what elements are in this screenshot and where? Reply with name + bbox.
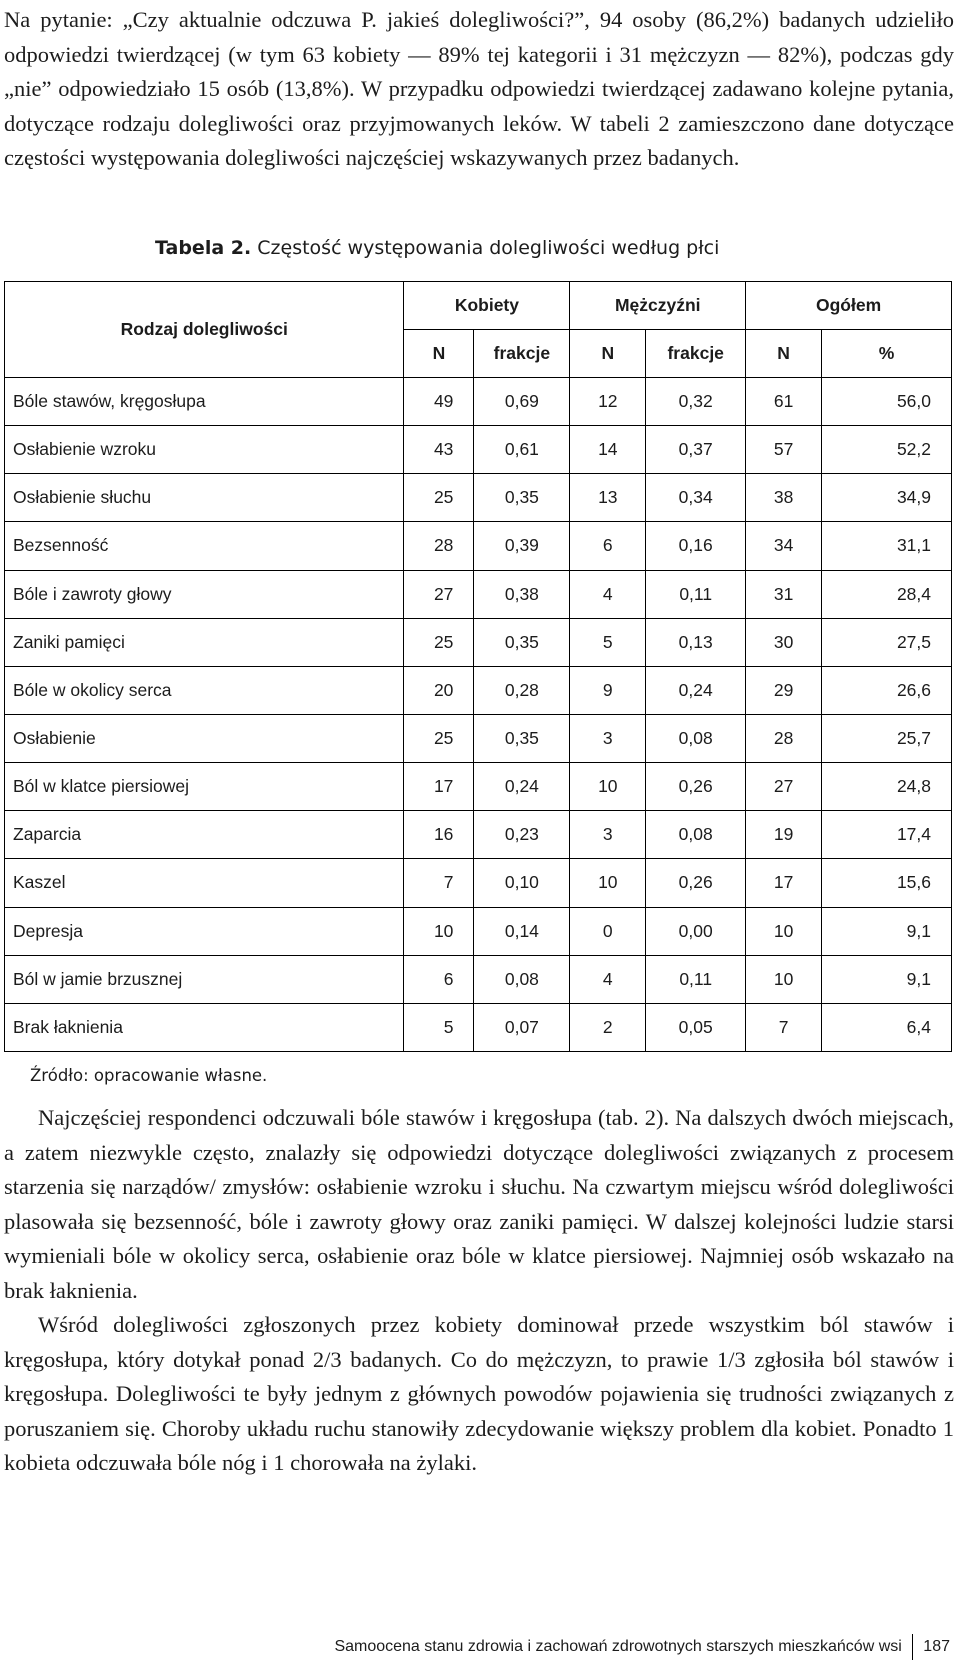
subheader-cell: N	[404, 330, 474, 378]
table-row	[5, 378, 952, 426]
subheader-cell: %	[822, 330, 952, 378]
table-cell: 52,2	[822, 426, 952, 474]
table-row	[5, 522, 952, 570]
table-cell: 0,35	[474, 618, 570, 666]
table-cell: 31,1	[822, 522, 952, 570]
table-cell: 28	[746, 714, 822, 762]
table-cell: 19	[746, 811, 822, 859]
running-title: Samoocena stanu zdrowia i zachowań zdrowotnych starszych mieszkańców wsi	[334, 1638, 902, 1655]
table-cell: 26,6	[822, 666, 952, 714]
table-cell: 0,05	[646, 1003, 746, 1051]
table-cell: 31	[746, 570, 822, 618]
table-source: Źródło: opracowanie własne.	[30, 1066, 268, 1085]
table-cell: 0,39	[474, 522, 570, 570]
table-caption-label: Tabela 2.	[155, 237, 252, 259]
table-cell: 43	[404, 426, 474, 474]
table-cell: 49	[404, 378, 474, 426]
table-row	[5, 474, 952, 522]
table-row	[5, 426, 952, 474]
complaint-name-cell: Bóle w okolicy serca	[5, 666, 404, 714]
table-cell: 16	[404, 811, 474, 859]
table-body	[5, 378, 952, 1052]
table-cell: 24,8	[822, 763, 952, 811]
table-cell: 27	[404, 570, 474, 618]
table-cell: 0,69	[474, 378, 570, 426]
table-cell: 0,16	[646, 522, 746, 570]
table-row	[5, 714, 952, 762]
table-cell: 0,32	[646, 378, 746, 426]
table-cell: 25	[404, 618, 474, 666]
table-cell: 0,26	[646, 763, 746, 811]
complaint-name-cell: Bóle i zawroty głowy	[5, 570, 404, 618]
table-cell: 0,13	[646, 618, 746, 666]
table-cell: 0,07	[474, 1003, 570, 1051]
table-cell: 20	[404, 666, 474, 714]
table-cell: 0,00	[646, 907, 746, 955]
table-cell: 0,24	[474, 763, 570, 811]
table-cell: 4	[570, 955, 646, 1003]
complaint-name-cell: Osłabienie słuchu	[5, 474, 404, 522]
page-number: 187	[923, 1638, 950, 1655]
table-cell: 0,61	[474, 426, 570, 474]
complaint-name-cell: Zaniki pamięci	[5, 618, 404, 666]
table-header-row-groups	[5, 282, 952, 330]
table-cell: 5	[570, 618, 646, 666]
table-cell: 6	[404, 955, 474, 1003]
complaint-name-cell: Ból w jamie brzusznej	[5, 955, 404, 1003]
table-row	[5, 618, 952, 666]
table-cell: 17	[404, 763, 474, 811]
table-cell: 14	[570, 426, 646, 474]
complaint-name-cell: Kaszel	[5, 859, 404, 907]
table-row	[5, 811, 952, 859]
subheader-cell: frakcje	[646, 330, 746, 378]
table-cell: 0,14	[474, 907, 570, 955]
table-cell: 9	[570, 666, 646, 714]
table-cell: 25	[404, 714, 474, 762]
table-cell: 0,34	[646, 474, 746, 522]
table-cell: 28,4	[822, 570, 952, 618]
table-cell: 0,10	[474, 859, 570, 907]
table-row	[5, 666, 952, 714]
table-cell: 34	[746, 522, 822, 570]
table-row	[5, 1003, 952, 1051]
table-cell: 0,35	[474, 474, 570, 522]
page-footer	[334, 1634, 950, 1660]
table-cell: 56,0	[822, 378, 952, 426]
table-cell: 25,7	[822, 714, 952, 762]
complaint-name-cell: Ból w klatce piersiowej	[5, 763, 404, 811]
table-cell: 0,28	[474, 666, 570, 714]
table-cell: 38	[746, 474, 822, 522]
table-cell: 6,4	[822, 1003, 952, 1051]
table-cell: 0,26	[646, 859, 746, 907]
complaint-name-cell: Osłabienie	[5, 714, 404, 762]
table-cell: 57	[746, 426, 822, 474]
table-cell: 0,24	[646, 666, 746, 714]
table-cell: 0,11	[646, 570, 746, 618]
table-cell: 0,08	[646, 811, 746, 859]
table-cell: 4	[570, 570, 646, 618]
table-cell: 7	[746, 1003, 822, 1051]
complaint-name-cell: Bezsenność	[5, 522, 404, 570]
header-complaint-type: Rodzaj dolegliwości	[5, 282, 404, 378]
table-cell: 15,6	[822, 859, 952, 907]
table-cell: 29	[746, 666, 822, 714]
footer-separator	[912, 1634, 914, 1660]
paragraph-3: Wśród dolegliwości zgłoszonych przez kobiety dominował przede wszystkim ból stawów i kręgosłupa, który dotykał ponad 2/3 badanych. Co do mężczyzn, to prawie 1/3 zgłosiła ból stawów i kręgosłupa. Dolegliwości te były jednym z głównych powodów pojawienia się trudności związanych z poruszaniem się. Choroby układu ruchu stanowiły zdecydowanie większy problem dla kobiet. Ponadto 1 kobieta odczuwała bóle nóg i 1 chorowała na żylaki.	[4, 1312, 954, 1475]
complaint-name-cell: Zaparcia	[5, 811, 404, 859]
table-cell: 10	[570, 859, 646, 907]
subheader-cell: N	[746, 330, 822, 378]
table-cell: 0,08	[474, 955, 570, 1003]
table-row	[5, 763, 952, 811]
table-cell: 12	[570, 378, 646, 426]
table-cell: 0,11	[646, 955, 746, 1003]
header-group-men: Mężczyźni	[570, 282, 746, 330]
table-cell: 17	[746, 859, 822, 907]
table-row	[5, 859, 952, 907]
table-row	[5, 907, 952, 955]
header-group-women: Kobiety	[404, 282, 570, 330]
table-cell: 6	[570, 522, 646, 570]
complaint-name-cell: Osłabienie wzroku	[5, 426, 404, 474]
header-group-total: Ogółem	[746, 282, 952, 330]
table-cell: 0	[570, 907, 646, 955]
table-cell: 9,1	[822, 907, 952, 955]
table-cell: 0,38	[474, 570, 570, 618]
table-cell: 34,9	[822, 474, 952, 522]
table-cell: 30	[746, 618, 822, 666]
table-cell: 61	[746, 378, 822, 426]
paragraph-2: Najczęściej respondenci odczuwali bóle stawów i kręgosłupa (tab. 2). Na dalszych dwóch miejscach, a zatem niezwykle często, znalazły się odpowiedzi dotyczące dolegliwości związanych z procesem starzenia się narządów/ zmysłów: osłabienie wzroku i słuchu. Na czwartym miejscu wśród dolegliwości plasowała się bezsenność, bóle i zawroty głowy oraz zaniki pamięci. W dalszej kolejności ludzie starsi wymieniali bóle w okolicy serca, osłabienie oraz bóle w klatce piersiowej. Najmniej osób wskazało na brak łaknienia.	[4, 1105, 954, 1303]
table-cell: 10	[570, 763, 646, 811]
subheader-cell: N	[570, 330, 646, 378]
complaint-name-cell: Brak łaknienia	[5, 1003, 404, 1051]
table-cell: 0,23	[474, 811, 570, 859]
table-cell: 27,5	[822, 618, 952, 666]
table-cell: 7	[404, 859, 474, 907]
table-cell: 3	[570, 714, 646, 762]
table-cell: 10	[746, 955, 822, 1003]
table-cell: 0,08	[646, 714, 746, 762]
table-row	[5, 570, 952, 618]
table-cell: 10	[404, 907, 474, 955]
table-cell: 13	[570, 474, 646, 522]
table-cell: 10	[746, 907, 822, 955]
table-cell: 2	[570, 1003, 646, 1051]
table-row	[5, 955, 952, 1003]
table-cell: 28	[404, 522, 474, 570]
intro-paragraph: Na pytanie: „Czy aktualnie odczuwa P. jakieś dolegliwości?”, 94 osoby (86,2%) badanych udzieliło odpowiedzi twierdzącej (w tym 63 kobiety — 89% tej kategorii i 31 mężczyzn — 82%), podczas gdy „nie” odpowiedziało 15 osób (13,8%). W przypadku odpowiedzi twierdzącej zadawano kolejne pytania, dotyczące rodzaju dolegliwości oraz przyjmowanych leków. W tabeli 2 zamieszczono dane dotyczące częstości występowania dolegliwości najczęściej wskazywanych przez badanych.	[4, 7, 954, 170]
table-cell: 9,1	[822, 955, 952, 1003]
table-cell: 25	[404, 474, 474, 522]
table-caption	[155, 234, 719, 262]
table-cell: 5	[404, 1003, 474, 1051]
complaint-name-cell: Bóle stawów, kręgosłupa	[5, 378, 404, 426]
table-caption-title: Częstość występowania dolegliwości według płci	[257, 237, 720, 259]
subheader-cell: frakcje	[474, 330, 570, 378]
table-cell: 0,37	[646, 426, 746, 474]
complaint-name-cell: Depresja	[5, 907, 404, 955]
table-cell: 27	[746, 763, 822, 811]
complaints-table	[4, 281, 952, 1052]
table-cell: 0,35	[474, 714, 570, 762]
table-cell: 17,4	[822, 811, 952, 859]
table-cell: 3	[570, 811, 646, 859]
